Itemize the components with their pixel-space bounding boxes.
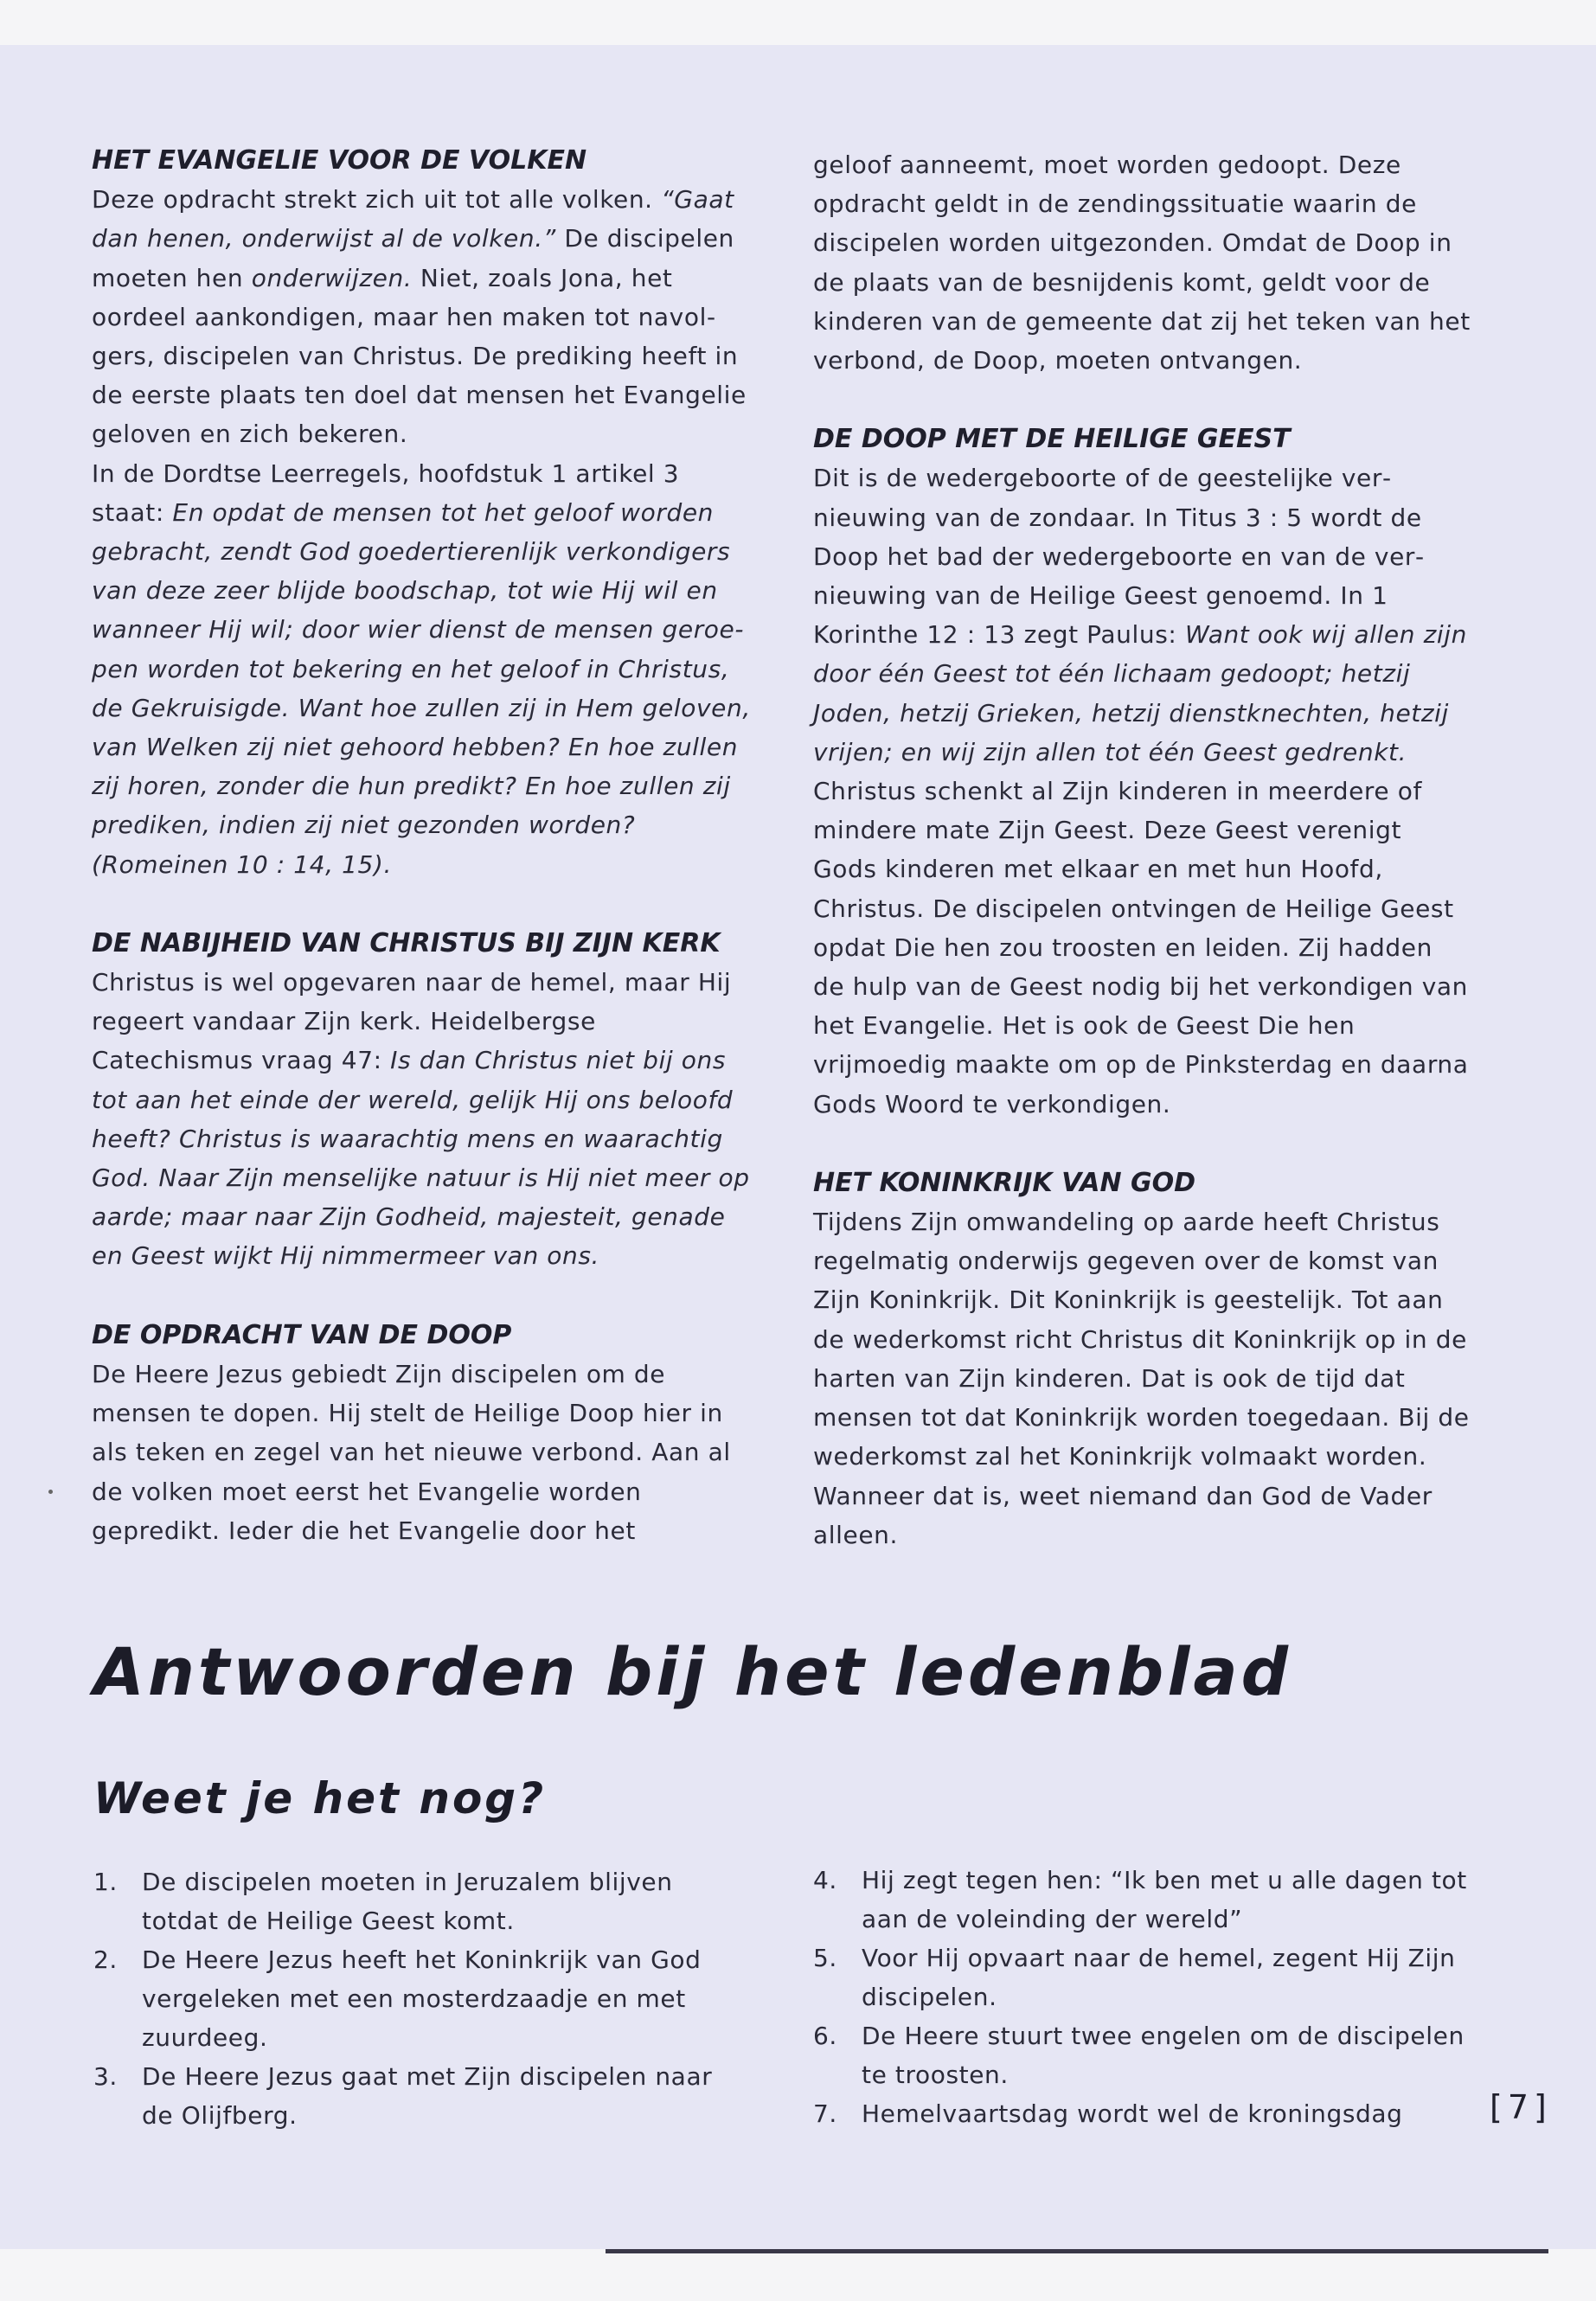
answer-item — [813, 1939, 1471, 2016]
body-text: In de Dordtse Leerregels, hoofdstuk 1 artikel 3 staat: — [92, 458, 680, 527]
answer-number: 7. — [813, 2099, 837, 2128]
answers-list-right — [813, 1861, 1471, 2133]
section-paragraph — [813, 1202, 1471, 1554]
answer-item — [93, 2057, 716, 2135]
italic-text: Is dan Christus niet bij ons tot aan het einde der wereld, gelijk Hij ons beloofd heeft? Christus is waarachtig mens en waarachtig God. Naar Zijn menselijke natuur is Hij niet meer op aarde; maar naar Zijn Godheid, majesteit, genade en Geest wijkt Hij nimmermeer van ons. — [92, 1046, 750, 1271]
body-text: Niet, zoals Jona, het oordeel aankondigen, maar hen maken tot navolgers, discipelen van Christus. De prediking heeft in de eerste plaats ten doel dat mensen het Evangelie geloven en zich bekeren. — [92, 263, 747, 449]
section-paragraph — [813, 458, 1471, 1123]
section-heading-de-doop-met-de-heilige-geest: DE DOOP MET DE HEILIGE GEEST — [813, 424, 1291, 455]
section-heading-het-koninkrijk-van-god: HET KONINKRIJK VAN GOD — [813, 1167, 1196, 1198]
answer-number: 4. — [813, 1866, 837, 1894]
body-text: Christus schenkt al Zijn kinderen in meerdere of mindere mate Zijn Geest. Deze Geest verenigt Gods kinderen met elkaar en met hun Hoofd, Christus. De discipelen ontvingen de Heilige Geest opdat Die hen zou troosten en leiden. Zij hadden de hulp van de Geest nodig bij het verkondigen van het Evangelie. Het is ook de Geest Die hen vrijmoedig maakte om op de Pinksterdag en daarna Gods Woord te verkondigen. — [813, 777, 1469, 1118]
answer-item — [813, 1861, 1471, 1939]
answer-text: De Heere stuurt twee engelen om de discipelen te troosten. — [862, 2022, 1465, 2089]
answer-number: 5. — [813, 1944, 837, 1972]
italic-text: “Gaat dan henen, onderwijst al de volken.” — [92, 185, 734, 253]
answer-item — [93, 1940, 716, 2057]
margin-mark — [48, 1490, 53, 1494]
right-column — [813, 145, 1471, 1554]
body-text: Dit is de wedergeboorte of de geestelijke vernieuwing van de zondaar. In Titus 3 : 5 wordt de Doop het bad der wedergeboorte en van de vernieuwing van de Heilige Geest genoemd. In 1 Korinthe 12 : 13 zegt Paulus: — [813, 464, 1425, 650]
italic-text: onderwijzen. — [251, 263, 413, 292]
answer-number: 1. — [93, 1868, 118, 1896]
answer-item — [813, 2094, 1471, 2133]
section-paragraph — [92, 963, 758, 1276]
section-paragraph — [92, 454, 758, 884]
answers-list-left — [93, 1862, 716, 2135]
section-paragraph — [92, 180, 758, 453]
section-heading-het-evangelie-voor-de-volken: HET EVANGELIE VOOR DE VOLKEN — [92, 145, 587, 176]
answer-item — [813, 2016, 1471, 2094]
answer-text: Hemelvaartsdag wordt wel de kroningsdag — [862, 2099, 1403, 2128]
answers-subtitle: Weet je het nog? — [93, 1773, 547, 1823]
answer-item — [93, 1862, 716, 1940]
answers-title: Antwoorden bij het ledenblad — [93, 1633, 1292, 1710]
section-gap — [813, 1124, 1471, 1163]
answer-number: 2. — [93, 1945, 118, 1974]
page-number: [7] — [1490, 2088, 1552, 2126]
section-heading-de-nabijheid-van-christus-bij-zijn-kerk: DE NABIJHEID VAN CHRISTUS BIJ ZIJN KERK — [92, 927, 721, 958]
body-text: Christus is wel opgevaren naar de hemel, maar Hij regeert vandaar Zijn kerk. Heidelbergse Catechismus vraag 47: — [92, 968, 732, 1075]
bottom-rule — [606, 2249, 1548, 2253]
italic-text: En opdat de mensen tot het geloof worden gebracht, zendt God goedertierenlijk verkondigers van deze zeer blijde boodschap, tot wie Hij wil en wanneer Hij wil; door wier dienst de mensen geroepen worden tot bekering en het geloof in Christus, de Gekruisigde. Want hoe zullen zij in Hem geloven, van Welken zij niet gehoord hebben? En hoe zullen zij horen, zonder die hun predikt? En hoe zullen zij prediken, indien zij niet gezonden worden? (Romeinen 10 : 14, 15). — [92, 497, 751, 879]
section-gap — [92, 1276, 758, 1316]
body-text: Deze opdracht strekt zich uit tot alle volken. — [92, 185, 662, 215]
section-paragraph — [92, 1355, 758, 1550]
body-text: Tijdens Zijn omwandeling op aarde heeft Christus regelmatig onderwijs gegeven over de komst van Zijn Koninkrijk. Dit Koninkrijk is geestelijk. Tot aan de wederkomst richt Christus dit Koninkrijk op in de harten van Zijn kinderen. Dat is ook de tijd dat mensen tot dat Koninkrijk worden toegedaan. Bij de wederkomst zal het Koninkrijk volmaakt worden. Wanneer dat is, weet niemand dan God de Vader alleen. — [813, 1208, 1470, 1549]
answer-text: Hij zegt tegen hen: “Ik ben met u alle dagen tot aan de voleinding der wereld” — [862, 1866, 1467, 1933]
answer-number: 3. — [93, 2062, 118, 2091]
section-gap — [813, 380, 1471, 420]
answer-number: 6. — [813, 2022, 837, 2050]
answer-text: Voor Hij opvaart naar de hemel, zegent Hij Zijn discipelen. — [862, 1944, 1456, 2011]
answer-text: De Heere Jezus heeft het Koninkrijk van God vergeleken met een mosterdzaadje en met zuurdeeg. — [142, 1945, 702, 2052]
left-column — [92, 141, 758, 1550]
italic-text: Want ook wij allen zijn door één Geest tot één lichaam gedoopt; hetzij Joden, hetzij Grieken, hetzij dienstknechten, hetzij vrijen; en wij zijn allen tot één Geest gedrenkt. — [813, 620, 1468, 766]
answer-text: De discipelen moeten in Jeruzalem blijven totdat de Heilige Geest komt. — [142, 1868, 673, 1935]
section-gap — [92, 884, 758, 924]
body-text: De Heere Jezus gebiedt Zijn discipelen om de mensen te dopen. Hij stelt de Heilige Doop hier in als teken en zegel van het nieuwe verbond. Aan al de volken moet eerst het Evangelie worden gepredikt. Ieder die het Evangelie door het — [92, 1359, 731, 1545]
body-text: geloof aanneemt, moet worden gedoopt. Deze opdracht geldt in de zendingssituatie waarin de discipelen worden uitgezonden. Omdat de Doop in de plaats van de besnijdenis komt, geldt voor de kinderen van de gemeente dat zij het teken van het verbond, de Doop, moeten ontvangen. — [813, 151, 1471, 375]
answer-text: De Heere Jezus gaat met Zijn discipelen naar de Olijfberg. — [142, 2062, 713, 2130]
section-heading-de-opdracht-van-de-doop: DE OPDRACHT VAN DE DOOP — [92, 1319, 512, 1350]
body-text: De discipelen moeten hen — [92, 224, 734, 292]
section-paragraph — [813, 145, 1471, 380]
